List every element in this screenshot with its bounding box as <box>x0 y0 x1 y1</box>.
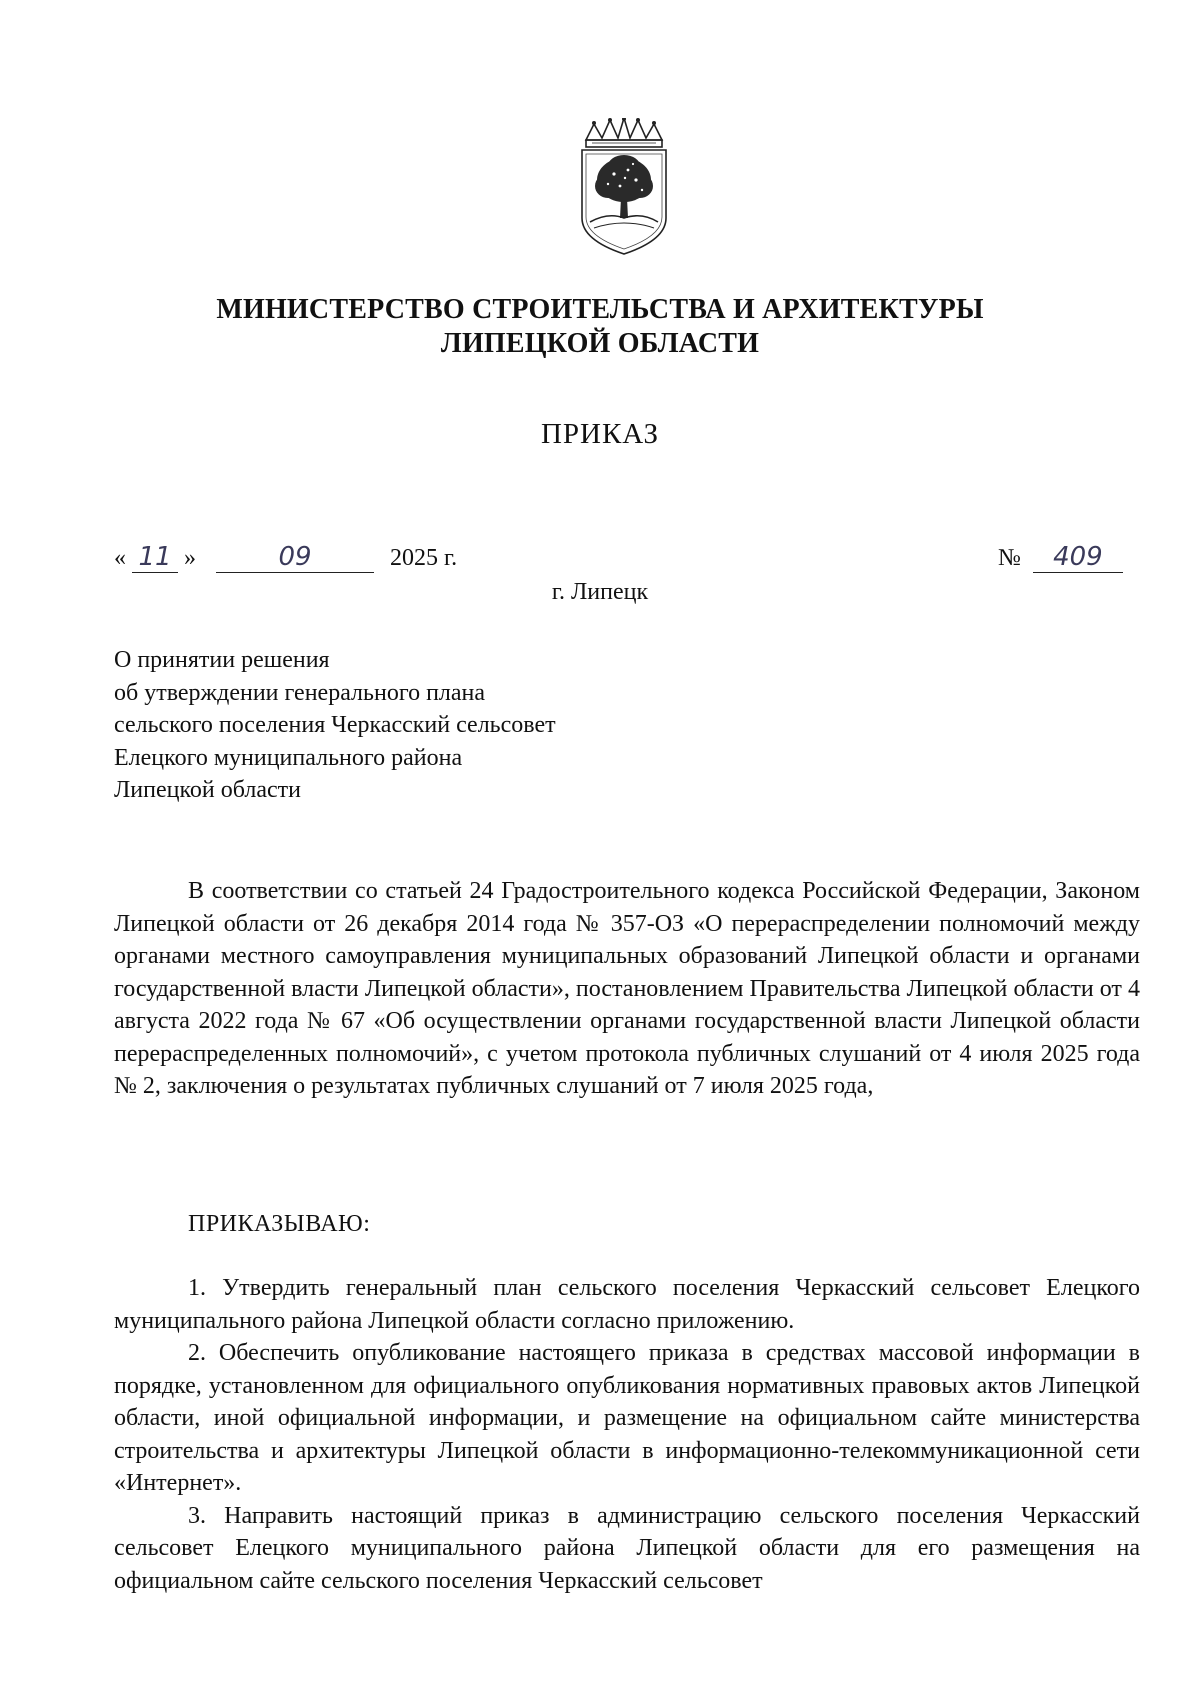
document-type-title: ПРИКАЗ <box>540 418 660 450</box>
subject-line: Липецкой области <box>114 777 301 803</box>
lipetsk-coat-of-arms-icon <box>578 118 670 260</box>
preamble-paragraph: В соответствии со статьей 24 Градостроительного кодекса Российской Федерации, Законом Липецкой области от 26 декабря 2014 года № 357-ОЗ «О перераспределении полномочий между органами местного самоуправления муниципальных образований Липецкой области и органами государственной власти Липецкой области», постановлением Правительства Липецкой области от 4 августа 2022 года № 67 «Об осуществлении органами государственной власти Липецкой области перераспределенных полномочий», с учетом протокола публичных слушаний от 4 июля 2025 года № 2, заключения о результатах публичных слушаний от 7 июля 2025 года, <box>114 878 1140 1099</box>
order-item: 2. Обеспечить опубликование настоящего приказа в средствах массовой информации в порядке, установленном для официального опубликования нормативных правовых актов Липецкой области, иной официальной информации, и размещение на официальном сайте министерства строительства и архитектуры Липецкой области в информационно-телекоммуникационной сети «Интернет». <box>114 1340 1140 1496</box>
number-sign: № <box>998 545 1021 571</box>
order-word: ПРИКАЗЫВАЮ: <box>188 1211 371 1237</box>
quote-open: « <box>114 545 126 571</box>
document-subject <box>114 644 556 807</box>
subject-line: сельского поселения Черкасский сельсовет <box>114 712 556 738</box>
subject-line: об утверждении генерального плана <box>114 679 486 706</box>
date-month-field: 09 <box>216 542 374 573</box>
subject-line: Елецкого муниципального района <box>114 744 463 771</box>
order-items <box>114 1272 1140 1597</box>
document-number <box>998 542 1123 574</box>
order-item: 1. Утвердить генеральный план сельского поселения Черкасский сельсовет Елецкого муниципального района Липецкой области согласно приложению. <box>114 1275 1140 1334</box>
order-item: 3. Направить настоящий приказ в администрацию сельского поселения Черкасский сельсовет Елецкого муниципального района Липецкой области для его размещения на официальном сайте сельского поселения Черкасский сельсовет <box>114 1502 1140 1594</box>
preamble-block <box>114 875 1140 1103</box>
document-city: г. Липецк <box>551 579 649 605</box>
document-number-field: 409 <box>1033 542 1123 573</box>
subject-line: О принятии решения <box>114 647 330 673</box>
date-day-field: 11 <box>132 542 178 573</box>
document-date <box>114 542 457 574</box>
ministry-name-line2: ЛИПЕЦКОЙ ОБЛАСТИ <box>440 328 760 359</box>
quote-close: » <box>184 545 196 571</box>
ministry-name-line1: МИНИСТЕРСТВО СТРОИТЕЛЬСТВА И АРХИТЕКТУРЫ <box>216 294 984 325</box>
date-year: 2025 г. <box>390 545 458 571</box>
